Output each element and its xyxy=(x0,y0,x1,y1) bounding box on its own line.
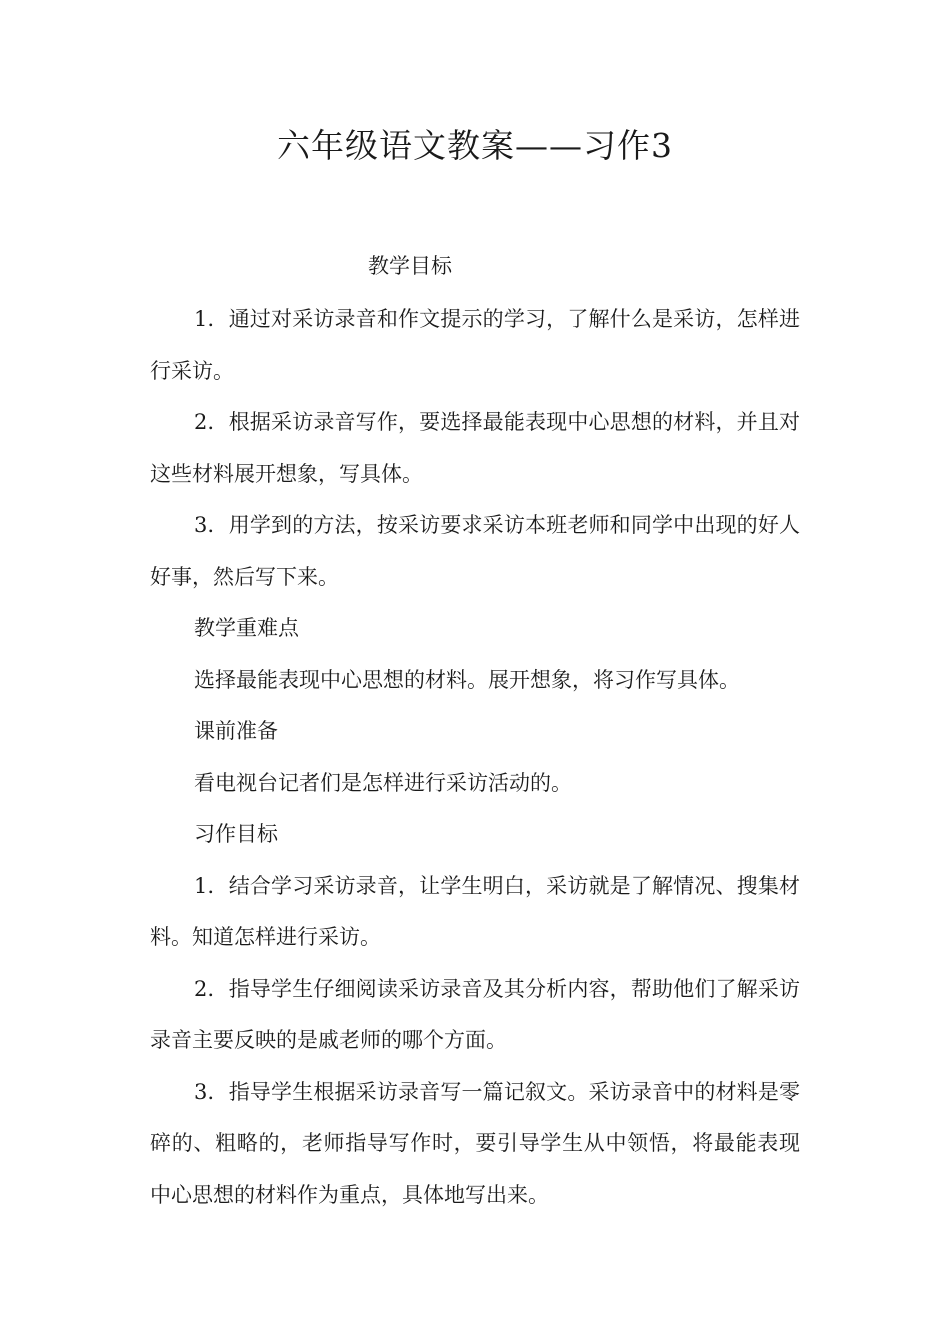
document-title: 六年级语文教案——习作3 xyxy=(277,126,673,165)
document-body xyxy=(150,294,800,1221)
paragraph-key-points: 选择最能表现中心思想的材料。展开想象，将习作写具体。 xyxy=(194,667,740,692)
heading-key-points: 教学重难点 xyxy=(194,616,299,640)
paragraph-writing-goal-1: 1．结合学习采访录音，让学生明白，采访就是了解情况、搜集材料。知道怎样进行采访。 xyxy=(150,873,800,949)
paragraph-writing-goal-2: 2．指导学生仔细阅读采访录音及其分析内容，帮助他们了解采访录音主要反映的是戚老师的哪个方面。 xyxy=(150,976,800,1052)
heading-preparation: 课前准备 xyxy=(194,719,278,743)
paragraph-writing-goal-3: 3．指导学生根据采访录音写一篇记叙文。采访录音中的材料是零碎的、粗略的，老师指导写作时，要引导学生从中领悟，将最能表现中心思想的材料作为重点，具体地写出来。 xyxy=(150,1079,800,1207)
heading-writing-goals: 习作目标 xyxy=(194,822,278,846)
teaching-goals-heading: 教学目标 xyxy=(368,254,452,278)
paragraph-goal-1: 1．通过对采访录音和作文提示的学习，了解什么是采访，怎样进行采访。 xyxy=(150,307,800,383)
paragraph-preparation: 看电视台记者们是怎样进行采访活动的。 xyxy=(194,770,572,795)
paragraph-goal-2: 2．根据采访录音写作，要选择最能表现中心思想的材料，并且对这些材料展开想象，写具体。 xyxy=(150,410,800,486)
paragraph-goal-3: 3．用学到的方法，按采访要求采访本班老师和同学中出现的好人好事，然后写下来。 xyxy=(150,513,800,589)
